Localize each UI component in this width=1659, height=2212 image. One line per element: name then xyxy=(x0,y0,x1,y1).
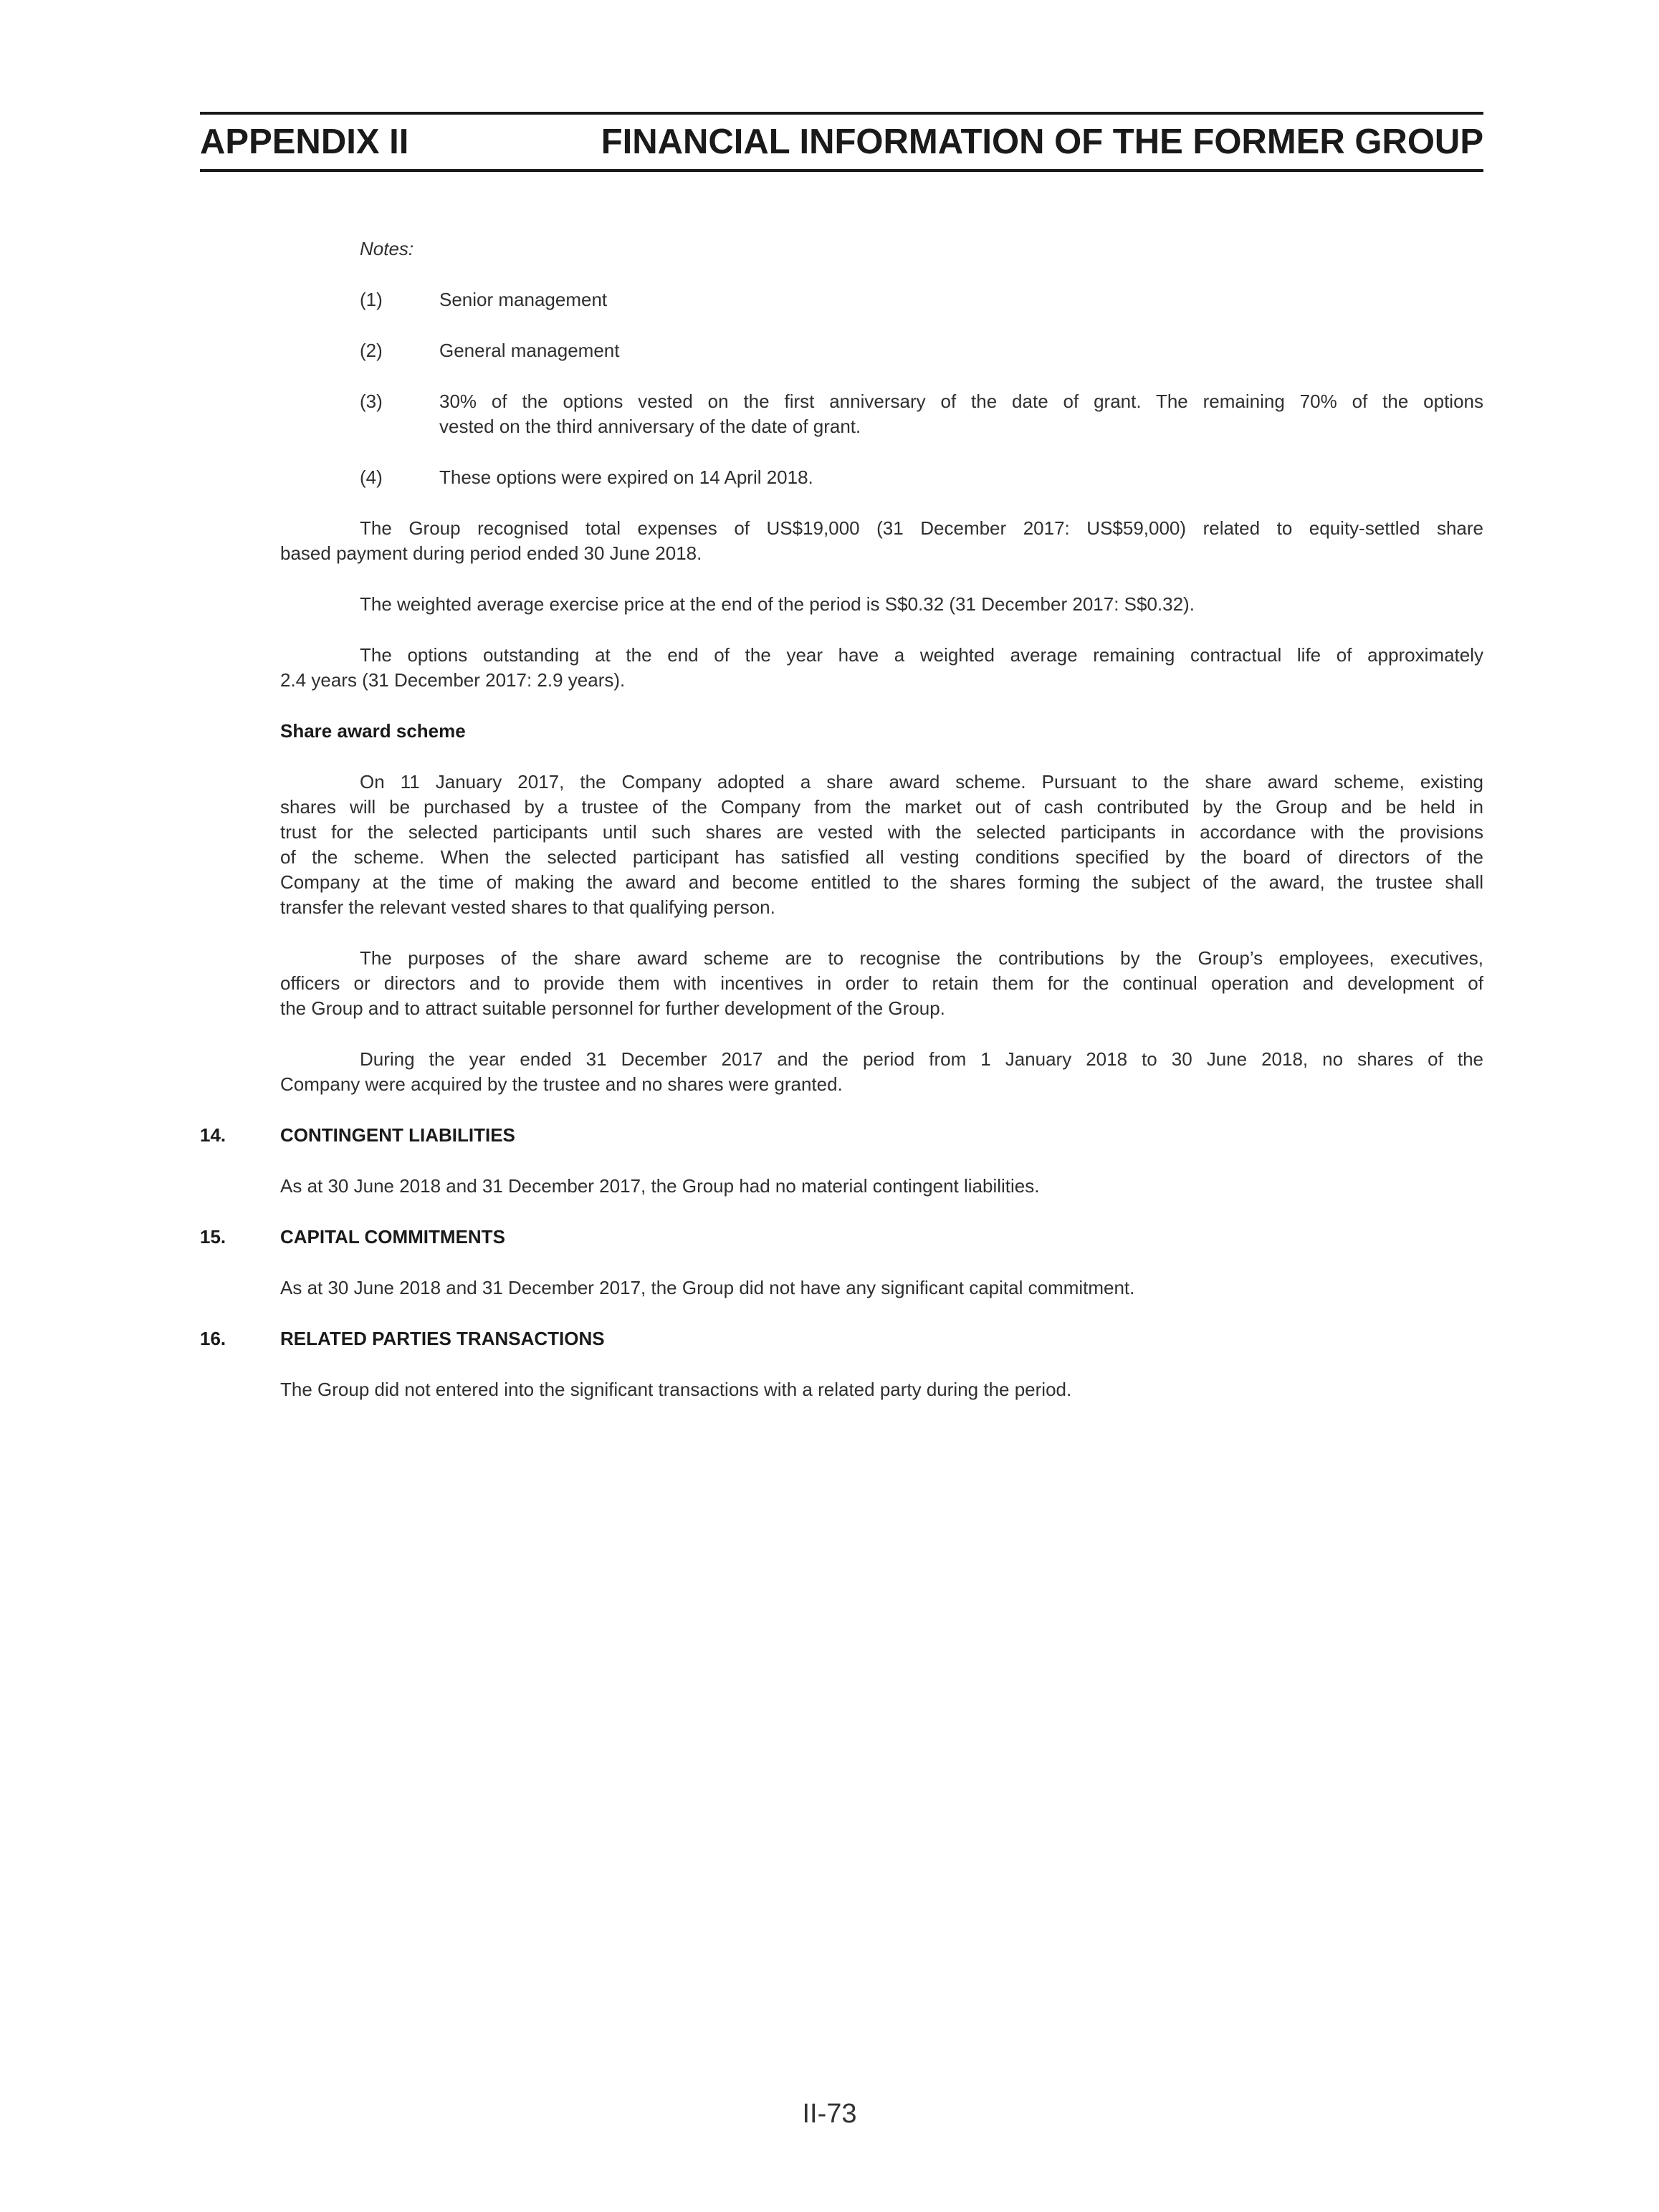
header-bottom-rule xyxy=(200,169,1483,172)
note-number: (1) xyxy=(360,289,383,310)
section-body: As at 30 June 2018 and 31 December 2017, the Group had no material contingent liabilities. xyxy=(280,1175,1040,1197)
page-number: II-73 xyxy=(802,2099,857,2129)
paragraph-line: The Group recognised total expenses of US$19,000 (31 December 2017: US$59,000) related to equity-settled share xyxy=(360,517,1483,539)
section-body: As at 30 June 2018 and 31 December 2017, the Group did not have any significant capital commitment. xyxy=(280,1277,1135,1298)
paragraph-line: the Group and to attract suitable personnel for further development of the Group. xyxy=(280,997,945,1019)
note-number: (2) xyxy=(360,340,383,361)
paragraph-line: officers or directors and to provide them with incentives in order to retain them for the continual operation and development of xyxy=(280,972,1483,994)
appendix-title: FINANCIAL INFORMATION OF THE FORMER GROUP xyxy=(601,123,1483,161)
paragraph-line: The options outstanding at the end of the year have a weighted average remaining contractual life of approximately xyxy=(360,644,1483,666)
paragraph-line: of the scheme. When the selected participant has satisfied all vesting conditions specified by the board of directors of the xyxy=(280,846,1483,868)
section-number: 16. xyxy=(200,1328,226,1349)
paragraph-line: 2.4 years (31 December 2017: 2.9 years). xyxy=(280,669,626,691)
paragraph-line: Company at the time of making the award and become entitled to the shares forming the subject of the award, the trustee shall xyxy=(280,871,1483,893)
note-number: (4) xyxy=(360,466,383,488)
paragraph-line: On 11 January 2017, the Company adopted a share award scheme. Pursuant to the share award scheme, existing xyxy=(360,771,1483,793)
note-number: (3) xyxy=(360,391,383,412)
section-title: RELATED PARTIES TRANSACTIONS xyxy=(280,1328,605,1349)
paragraph-line: The weighted average exercise price at the end of the period is S$0.32 (31 December 2017: S$0.32). xyxy=(360,593,1195,615)
paragraph-line: based payment during period ended 30 June 2018. xyxy=(280,542,702,564)
paragraph-line: transfer the relevant vested shares to that qualifying person. xyxy=(280,896,775,918)
note-text-line: vested on the third anniversary of the date of grant. xyxy=(439,416,861,437)
section-title: CONTINGENT LIABILITIES xyxy=(280,1124,515,1146)
note-text: These options were expired on 14 April 2018. xyxy=(439,466,813,488)
header-top-rule xyxy=(200,112,1483,115)
section-number: 14. xyxy=(200,1124,226,1146)
section-title: CAPITAL COMMITMENTS xyxy=(280,1226,505,1248)
paragraph-line: shares will be purchased by a trustee of the Company from the market out of cash contributed by the Group and be held in xyxy=(280,796,1483,818)
note-text: General management xyxy=(439,340,620,361)
paragraph-line: trust for the selected participants until such shares are vested with the selected participants in accordance with the provisions xyxy=(280,821,1483,843)
paragraph-line: Company were acquired by the trustee and no shares were granted. xyxy=(280,1073,843,1095)
note-text: Senior management xyxy=(439,289,608,310)
notes-title: Notes: xyxy=(360,238,414,259)
share-award-heading: Share award scheme xyxy=(280,720,466,742)
paragraph-line: The purposes of the share award scheme are to recognise the contributions by the Group’s employees, executives, xyxy=(360,947,1483,969)
note-text-line: 30% of the options vested on the first anniversary of the date of grant. The remaining 70% of the options xyxy=(439,391,1483,412)
section-body: The Group did not entered into the significant transactions with a related party during the period. xyxy=(280,1379,1072,1400)
appendix-label: APPENDIX II xyxy=(200,123,409,161)
section-number: 15. xyxy=(200,1226,226,1248)
paragraph-line: During the year ended 31 December 2017 and the period from 1 January 2018 to 30 June 2018, no shares of the xyxy=(360,1048,1483,1070)
